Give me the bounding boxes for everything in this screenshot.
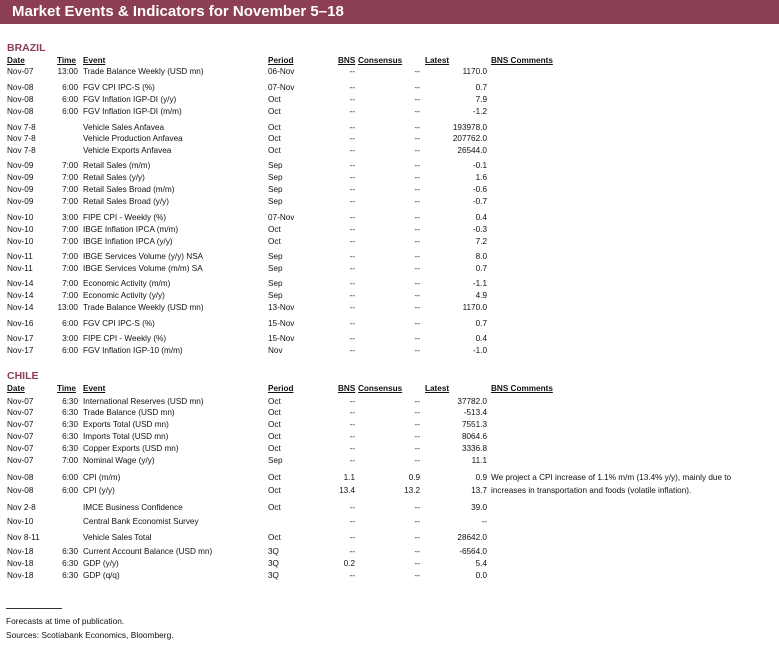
chile-row-date: Nov-18 [7,559,34,568]
brazil-header-consensus: Consensus [358,56,403,65]
chile-row-time: 6:30 [62,559,78,568]
brazil-row-consensus: -- [414,213,420,222]
brazil-header-latest: Latest [425,56,450,65]
brazil-row-latest: -0.1 [472,161,487,170]
chile-row-date: Nov-07 [7,444,34,453]
chile-row-bns: -- [349,397,355,406]
chile-row-date: Nov-07 [7,397,34,406]
chile-row-date: Nov-18 [7,571,34,580]
brazil-row-consensus: -- [414,237,420,246]
brazil-row-date: Nov-09 [7,161,34,170]
brazil-row-latest: -0.3 [472,225,487,234]
brazil-row-time: 7:00 [62,225,78,234]
chile-row-latest: 0.0 [475,571,487,580]
brazil-header-comments: BNS Comments [491,56,553,65]
brazil-row-time: 7:00 [62,264,78,273]
chile-header-time: Time [57,384,76,393]
brazil-row-period: Oct [268,107,281,116]
chile-row-date: Nov-08 [7,473,34,482]
chile-header-event: Event [83,384,106,393]
footnote-sources: Sources: Scotiabank Economics, Bloomberg. [6,630,174,640]
chile-row-consensus: -- [414,456,420,465]
section-title-chile: CHILE [7,370,39,382]
chile-row-date: Nov-07 [7,420,34,429]
chile-row-event: Copper Exports (USD mn) [83,444,179,453]
brazil-row-bns: -- [349,107,355,116]
brazil-row-date: Nov-14 [7,291,34,300]
brazil-row-time: 13:00 [57,67,78,76]
chile-row-event: IMCE Business Confidence [83,503,183,512]
chile-row-latest: 3336.8 [461,444,487,453]
chile-row-consensus: -- [414,571,420,580]
chile-row-bns: -- [349,533,355,542]
brazil-row-event: IBGE Services Volume (m/m) SA [83,264,203,273]
brazil-row-event: Vehicle Production Anfavea [83,134,183,143]
chile-row-period: Sep [268,456,283,465]
brazil-row-event: FGV Inflation IGP-DI (y/y) [83,95,177,104]
brazil-row-latest: -0.7 [472,197,487,206]
chile-row-bns: -- [349,517,355,526]
brazil-row-period: Sep [268,197,283,206]
brazil-row-latest: -1.2 [472,107,487,116]
brazil-row-event: FGV Inflation IGP-10 (m/m) [83,346,183,355]
chile-row-bns: -- [349,420,355,429]
brazil-row-date: Nov 7-8 [7,123,36,132]
brazil-row-period: 15-Nov [268,334,295,343]
brazil-row-period: Oct [268,95,281,104]
brazil-row-time: 7:00 [62,279,78,288]
brazil-row-consensus: -- [414,161,420,170]
chile-row-date: Nov-07 [7,456,34,465]
section-title-brazil: BRAZIL [7,42,46,54]
chile-row-latest: 8064.6 [461,432,487,441]
chile-row-latest: 13.7 [471,486,487,495]
brazil-header-time: Time [57,56,76,65]
chile-row-bns: -- [349,547,355,556]
brazil-row-consensus: -- [414,146,420,155]
brazil-row-bns: -- [349,146,355,155]
chile-row-time: 6:30 [62,571,78,580]
brazil-row-consensus: -- [414,225,420,234]
brazil-row-date: Nov-08 [7,83,34,92]
brazil-row-bns: -- [349,213,355,222]
brazil-row-latest: 26544.0 [457,146,487,155]
brazil-row-consensus: -- [414,252,420,261]
chile-row-event: GDP (y/y) [83,559,119,568]
brazil-row-event: Vehicle Sales Anfavea [83,123,165,132]
brazil-row-date: Nov-17 [7,334,34,343]
chile-row-event: Central Bank Economist Survey [83,517,199,526]
chile-row-period: Oct [268,397,281,406]
chile-row-time: 7:00 [62,456,78,465]
chile-row-latest: 37782.0 [457,397,487,406]
brazil-row-event: IBGE Inflation IPCA (y/y) [83,237,173,246]
chile-row-latest: -6564.0 [459,547,487,556]
brazil-row-bns: -- [349,185,355,194]
chile-header-consensus: Consensus [358,384,403,393]
brazil-row-bns: -- [349,319,355,328]
chile-row-consensus: -- [414,397,420,406]
brazil-row-event: Vehicle Exports Anfavea [83,146,172,155]
chile-row-consensus: -- [414,444,420,453]
brazil-row-consensus: -- [414,279,420,288]
brazil-row-period: 07-Nov [268,213,295,222]
chile-row-bns: 0.2 [343,559,355,568]
chile-header-latest: Latest [425,384,450,393]
brazil-row-consensus: -- [414,95,420,104]
chile-row-bns: 1.1 [343,473,355,482]
brazil-row-bns: -- [349,252,355,261]
brazil-row-latest: 0.7 [475,319,487,328]
brazil-row-consensus: -- [414,264,420,273]
brazil-row-time: 7:00 [62,197,78,206]
brazil-row-date: Nov-17 [7,346,34,355]
brazil-row-event: IBGE Services Volume (y/y) NSA [83,252,204,261]
brazil-row-time: 6:00 [62,83,78,92]
chile-row-latest: 11.1 [471,456,487,465]
brazil-row-period: 07-Nov [268,83,295,92]
chile-row-date: Nov-07 [7,408,34,417]
brazil-row-period: Sep [268,185,283,194]
brazil-row-period: Oct [268,225,281,234]
chile-row-consensus: -- [414,533,420,542]
brazil-row-date: Nov-10 [7,225,34,234]
brazil-row-event: Retail Sales (y/y) [83,173,145,182]
chile-row-event: CPI (m/m) [83,473,121,482]
brazil-row-bns: -- [349,291,355,300]
brazil-row-consensus: -- [414,173,420,182]
brazil-row-time: 7:00 [62,252,78,261]
title-banner [0,0,779,24]
chile-row-event: Imports Total (USD mn) [83,432,169,441]
brazil-row-period: Oct [268,134,281,143]
brazil-row-date: Nov-09 [7,185,34,194]
chile-row-latest: -- [481,517,487,526]
brazil-row-period: Oct [268,237,281,246]
chile-row-consensus: -- [414,420,420,429]
brazil-row-period: Sep [268,291,283,300]
brazil-row-time: 6:00 [62,346,78,355]
chile-row-event: Current Account Balance (USD mn) [83,547,213,556]
brazil-row-bns: -- [349,123,355,132]
chile-row-event: GDP (q/q) [83,571,120,580]
chile-row-period: Oct [268,533,281,542]
brazil-row-date: Nov-10 [7,213,34,222]
chile-row-time: 6:00 [62,486,78,495]
brazil-row-latest: 7.9 [475,95,487,104]
chile-row-comment: We project a CPI increase of 1.1% m/m (13.4% y/y), mainly due to [491,473,732,482]
brazil-row-bns: -- [349,173,355,182]
chile-row-period: 3Q [268,559,279,568]
chile-row-bns: -- [349,432,355,441]
brazil-row-bns: -- [349,95,355,104]
brazil-row-latest: 207762.0 [452,134,487,143]
brazil-row-time: 3:00 [62,213,78,222]
brazil-row-latest: 0.7 [475,83,487,92]
chile-row-consensus: -- [414,547,420,556]
chile-row-time: 6:30 [62,432,78,441]
chile-row-period: Oct [268,473,281,482]
chile-row-latest: 0.9 [475,473,487,482]
brazil-header-bns: BNS [338,56,356,65]
chile-row-event: International Reserves (USD mn) [83,397,204,406]
chile-row-event: Exports Total (USD mn) [83,420,169,429]
chile-row-date: Nov 8-11 [7,533,40,542]
brazil-row-time: 6:00 [62,95,78,104]
brazil-row-date: Nov-07 [7,67,34,76]
page-title: Market Events & Indicators for November 5–18 [12,3,344,20]
brazil-row-consensus: -- [414,319,420,328]
brazil-row-date: Nov-09 [7,197,34,206]
chile-row-date: Nov-10 [7,517,34,526]
chile-header-date: Date [7,384,25,393]
brazil-row-date: Nov-08 [7,95,34,104]
brazil-row-event: FGV Inflation IGP-DI (m/m) [83,107,182,116]
brazil-row-date: Nov-09 [7,173,34,182]
brazil-row-date: Nov-11 [7,264,33,273]
chile-row-consensus: -- [414,517,420,526]
chile-row-time: 6:30 [62,444,78,453]
chile-row-consensus: -- [414,408,420,417]
brazil-row-bns: -- [349,303,355,312]
footnote-forecasts: Forecasts at time of publication. [6,616,125,626]
brazil-row-consensus: -- [414,346,420,355]
brazil-row-event: Economic Activity (y/y) [83,291,165,300]
brazil-row-consensus: -- [414,197,420,206]
chile-row-event: Vehicle Sales Total [83,533,152,542]
brazil-row-date: Nov 7-8 [7,146,36,155]
brazil-row-time: 7:00 [62,173,78,182]
brazil-row-date: Nov-08 [7,107,34,116]
chile-row-period: Oct [268,408,281,417]
brazil-row-date: Nov-11 [7,252,33,261]
brazil-row-bns: -- [349,346,355,355]
brazil-row-time: 7:00 [62,237,78,246]
chile-header-bns: BNS [338,384,356,393]
chile-row-time: 6:30 [62,397,78,406]
brazil-row-latest: 193978.0 [452,123,487,132]
chile-row-comment: increases in transportation and foods (volatile inflation). [491,486,692,495]
brazil-row-latest: 4.9 [475,291,487,300]
brazil-row-latest: 0.4 [475,213,487,222]
chile-row-date: Nov-08 [7,486,34,495]
brazil-row-bns: -- [349,264,355,273]
chile-row-latest: 28642.0 [457,533,487,542]
brazil-row-time: 7:00 [62,291,78,300]
brazil-row-period: Oct [268,146,281,155]
chile-row-bns: -- [349,571,355,580]
brazil-row-latest: 7.2 [475,237,487,246]
brazil-row-event: Retail Sales (m/m) [83,161,151,170]
brazil-row-period: Sep [268,264,283,273]
brazil-header-event: Event [83,56,106,65]
brazil-row-bns: -- [349,225,355,234]
chile-row-latest: 7551.3 [461,420,487,429]
brazil-row-bns: -- [349,67,355,76]
chile-row-period: Oct [268,486,281,495]
brazil-row-latest: 1.6 [475,173,487,182]
brazil-row-time: 3:00 [62,334,78,343]
brazil-row-event: Retail Sales Broad (y/y) [83,197,170,206]
chile-row-consensus: 0.9 [408,473,420,482]
brazil-row-time: 6:00 [62,107,78,116]
brazil-row-period: Sep [268,173,283,182]
brazil-row-event: Economic Activity (m/m) [83,279,171,288]
brazil-header-date: Date [7,56,25,65]
brazil-row-date: Nov-16 [7,319,34,328]
brazil-row-event: FIPE CPI - Weekly (%) [83,213,167,222]
brazil-row-period: 13-Nov [268,303,295,312]
brazil-row-bns: -- [349,83,355,92]
chile-row-consensus: -- [414,432,420,441]
chile-row-date: Nov-07 [7,432,34,441]
brazil-row-latest: 8.0 [475,252,487,261]
brazil-row-consensus: -- [414,185,420,194]
brazil-row-event: Trade Balance Weekly (USD mn) [83,67,204,76]
brazil-row-date: Nov-14 [7,279,34,288]
chile-row-time: 6:30 [62,547,78,556]
chile-row-latest: -513.4 [463,408,487,417]
brazil-row-consensus: -- [414,67,420,76]
brazil-row-time: 7:00 [62,185,78,194]
brazil-row-event: Trade Balance Weekly (USD mn) [83,303,204,312]
brazil-row-bns: -- [349,134,355,143]
brazil-row-time: 13:00 [57,303,78,312]
chile-row-period: Oct [268,432,281,441]
chile-row-time: 6:00 [62,473,78,482]
brazil-row-bns: -- [349,334,355,343]
chile-row-bns: -- [349,456,355,465]
brazil-row-period: Sep [268,252,283,261]
brazil-row-latest: 0.4 [475,334,487,343]
brazil-row-bns: -- [349,161,355,170]
chile-row-date: Nov-18 [7,547,34,556]
chile-header-period: Period [268,384,294,393]
brazil-row-consensus: -- [414,107,420,116]
brazil-row-time: 6:00 [62,319,78,328]
chile-row-bns: -- [349,408,355,417]
brazil-row-event: Retail Sales Broad (m/m) [83,185,175,194]
chile-row-consensus: -- [414,559,420,568]
brazil-row-period: 06-Nov [268,67,295,76]
brazil-row-period: 15-Nov [268,319,295,328]
brazil-row-event: FGV CPI IPC-S (%) [83,83,155,92]
chile-row-period: 3Q [268,571,279,580]
brazil-row-latest: -0.6 [472,185,487,194]
brazil-row-latest: -1.1 [472,279,487,288]
chile-row-bns: -- [349,503,355,512]
chile-row-date: Nov 2-8 [7,503,36,512]
brazil-row-event: FGV CPI IPC-S (%) [83,319,155,328]
chile-row-latest: 39.0 [471,503,487,512]
brazil-row-date: Nov-10 [7,237,34,246]
brazil-row-latest: 0.7 [475,264,487,273]
brazil-row-bns: -- [349,279,355,288]
brazil-row-bns: -- [349,197,355,206]
brazil-row-consensus: -- [414,134,420,143]
brazil-row-date: Nov-14 [7,303,34,312]
chile-row-time: 6:30 [62,420,78,429]
chile-row-period: Oct [268,503,281,512]
chile-row-consensus: -- [414,503,420,512]
chile-row-period: Oct [268,444,281,453]
brazil-row-period: Sep [268,161,283,170]
brazil-row-event: FIPE CPI - Weekly (%) [83,334,167,343]
chile-row-time: 6:30 [62,408,78,417]
brazil-row-consensus: -- [414,83,420,92]
brazil-row-latest: -1.0 [472,346,487,355]
brazil-row-latest: 1170.0 [462,67,487,76]
brazil-row-bns: -- [349,237,355,246]
brazil-row-consensus: -- [414,334,420,343]
chile-row-event: Trade Balance (USD mn) [83,408,175,417]
brazil-row-consensus: -- [414,303,420,312]
brazil-row-consensus: -- [414,123,420,132]
brazil-row-time: 7:00 [62,161,78,170]
chile-row-bns: 13.4 [339,486,355,495]
brazil-row-event: IBGE Inflation IPCA (m/m) [83,225,179,234]
chile-row-period: 3Q [268,547,279,556]
brazil-row-period: Nov [268,346,283,355]
chile-row-consensus: 13.2 [404,486,420,495]
brazil-row-date: Nov 7-8 [7,134,36,143]
brazil-header-period: Period [268,56,294,65]
chile-row-period: Oct [268,420,281,429]
brazil-row-period: Oct [268,123,281,132]
chile-header-comments: BNS Comments [491,384,553,393]
brazil-row-consensus: -- [414,291,420,300]
chile-row-event: Nominal Wage (y/y) [83,456,155,465]
chile-row-event: CPI (y/y) [83,486,115,495]
brazil-row-period: Sep [268,279,283,288]
footnote-divider [6,608,62,609]
chile-row-latest: 5.4 [475,559,487,568]
brazil-row-latest: 1170.0 [462,303,487,312]
chile-row-bns: -- [349,444,355,453]
